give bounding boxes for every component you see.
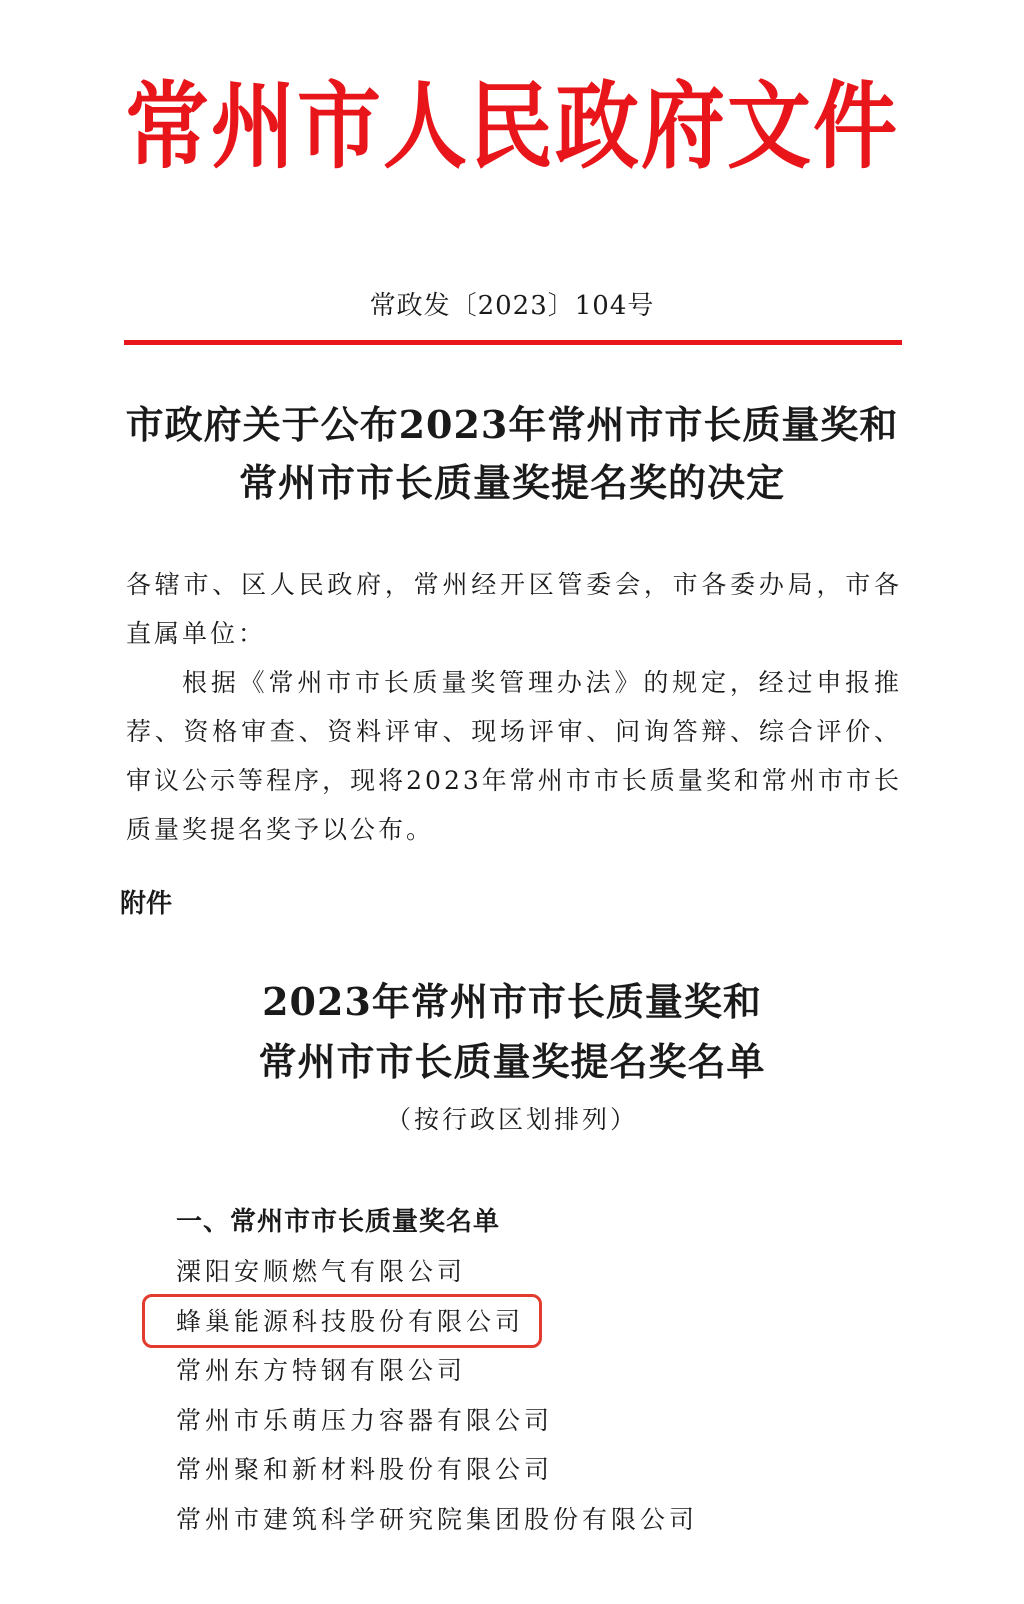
document-title-line-1: 市政府关于公布2023年常州市市长质量奖和 (125, 402, 899, 447)
red-separator-line (124, 340, 902, 345)
document-body (126, 560, 902, 854)
company-item: 常州聚和新材料股份有限公司 (176, 1455, 554, 1484)
attachment-title-line-1: 2023年常州市市长质量奖和 (262, 979, 762, 1024)
company-item: 常州市乐萌压力容器有限公司 (176, 1405, 554, 1435)
decision-paragraph: 根据《常州市市长质量奖管理办法》的规定，经过申报推荐、资格审查、资料评审、现场评审、问询答辩、综合评价、审议公示等程序，现将2023年常州市市长质量奖和常州市市长质量奖提名奖予以公布。 (126, 668, 902, 844)
company-item: 溧阳安顺燃气有限公司 (176, 1257, 467, 1286)
addressee-paragraph: 各辖市、区人民政府，常州经开区管委会，市各委办局，市各直属单位： (126, 570, 902, 648)
attachment-title (0, 972, 1024, 1092)
document-number: 常政发〔2023〕104号 (369, 291, 655, 321)
masthead-title: 常州市人民政府文件 (124, 70, 899, 182)
document-title-line-2: 常州市市长质量奖提名奖的决定 (238, 460, 785, 505)
attachment-title-line-2: 常州市市长质量奖提名奖名单 (258, 1039, 766, 1084)
company-item: 常州东方特钢有限公司 (176, 1356, 467, 1385)
attachment-subtitle: （按行政区划排列） (385, 1105, 638, 1134)
attachment-label: 附件 (120, 889, 173, 919)
highlight-annotation-box (142, 1294, 542, 1348)
document-title (0, 396, 1024, 512)
section-heading-award-list: 一、常州市市长质量奖名单 (176, 1207, 501, 1237)
company-item: 常州市建筑科学研究院集团股份有限公司 (176, 1504, 699, 1534)
company-item-highlighted: 蜂巢能源科技股份有限公司 (176, 1306, 525, 1336)
